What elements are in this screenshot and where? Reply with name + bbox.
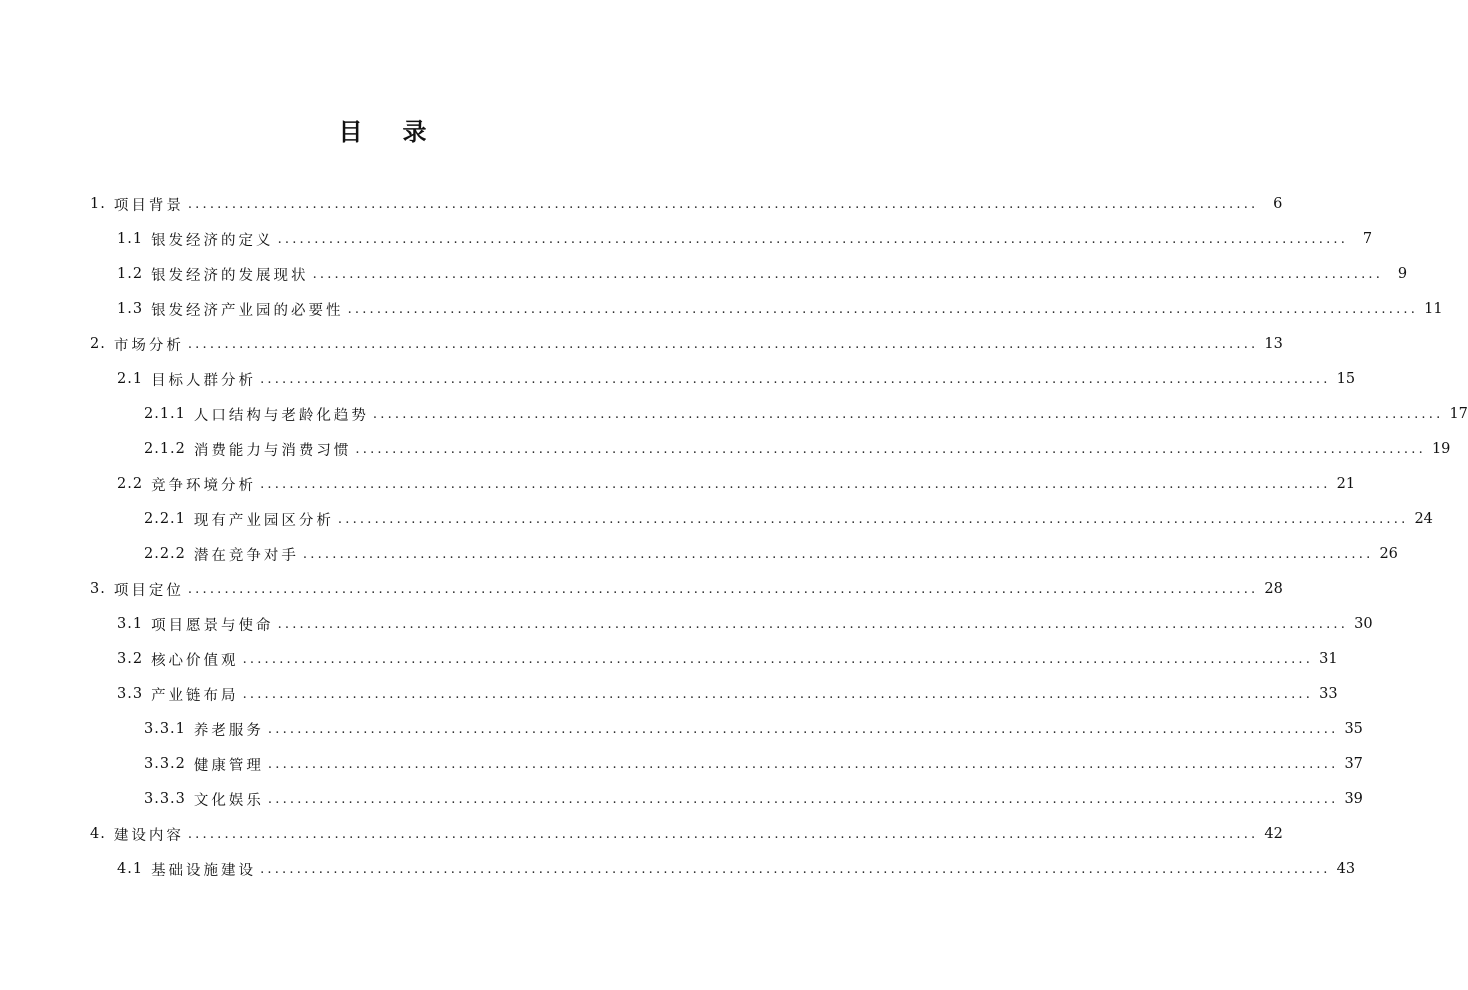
toc-page-number: 33 [1319, 686, 1338, 702]
toc-entry-number: 3.3.2 [144, 756, 186, 772]
toc-entry-number: 2.2 [117, 476, 144, 492]
toc-page-number: 37 [1344, 756, 1363, 772]
toc-entry-number: 1.3 [117, 301, 144, 317]
toc-entry-number: 2. [90, 336, 106, 352]
toc-entry-title: 银发经济产业园的必要性 [151, 302, 344, 319]
toc-dot-leader: .................................................................................................................................................. [187, 196, 1259, 212]
toc-page-number: 9 [1397, 266, 1408, 282]
toc-page-number: 39 [1344, 791, 1363, 807]
toc-dot-leader: .................................................................................................................................................. [347, 301, 1419, 317]
toc-entry[interactable] [117, 294, 1443, 324]
toc-entry-title: 现有产业园区分析 [193, 512, 334, 529]
toc-dot-leader: .................................................................................................................................................. [302, 546, 1374, 562]
toc-dot-leader: .................................................................................................................................................. [267, 721, 1339, 737]
toc-entry-title: 银发经济的发展现状 [151, 267, 309, 284]
toc-page-number: 42 [1264, 826, 1283, 842]
toc-dot-leader: .................................................................................................................................................. [260, 476, 1331, 492]
toc-page-number: 31 [1319, 651, 1338, 667]
toc-page-number: 11 [1424, 301, 1443, 317]
toc-dot-leader: .................................................................................................................................................. [242, 686, 1314, 702]
toc-entry-title: 银发经济的定义 [151, 232, 274, 249]
toc-entry-number: 3.3 [117, 686, 144, 702]
toc-page-number: 6 [1273, 196, 1283, 212]
toc-dot-leader: .................................................................................................................................................. [187, 336, 1259, 352]
toc-dot-leader: .................................................................................................................................................. [355, 441, 1426, 457]
toc-entry-number: 4.1 [117, 861, 144, 877]
toc-dot-leader: .................................................................................................................................................. [187, 826, 1259, 842]
toc-entry[interactable] [90, 329, 1283, 359]
toc-entry-number: 1.1 [117, 231, 144, 247]
toc-dot-leader: .................................................................................................................................................. [260, 861, 1331, 877]
toc-dot-leader: .................................................................................................................................................. [277, 231, 1349, 247]
toc-entry[interactable] [117, 224, 1373, 254]
toc-entry[interactable] [117, 469, 1356, 499]
toc-entry[interactable] [144, 784, 1363, 814]
toc-entry-number: 2.2.2 [144, 546, 186, 562]
toc-entry-title: 目标人群分析 [151, 372, 257, 389]
toc-entry-number: 2.1 [117, 371, 144, 387]
toc-entry[interactable] [144, 504, 1433, 534]
toc-entry-number: 3.2 [117, 651, 144, 667]
toc-entry-number: 1. [90, 196, 106, 212]
toc-entry-title: 消费能力与消费习惯 [193, 442, 352, 459]
toc-entry[interactable] [90, 574, 1283, 604]
toc-entry-title: 产业链布局 [151, 687, 239, 704]
toc-dot-leader: .................................................................................................................................................. [242, 651, 1314, 667]
toc-page-number: 30 [1354, 616, 1373, 632]
toc-page-number: 35 [1344, 721, 1363, 737]
toc-entry-title: 项目愿景与使命 [151, 617, 274, 634]
toc-entry[interactable] [117, 679, 1338, 709]
toc-entry-title: 竞争环境分析 [151, 477, 257, 494]
toc-entry[interactable] [117, 609, 1373, 639]
toc-dot-leader: .................................................................................................................................................. [187, 581, 1259, 597]
toc-entry-number: 4. [90, 826, 106, 842]
toc-entry-title: 潜在竞争对手 [193, 547, 299, 564]
toc-entry-title: 养老服务 [193, 722, 264, 739]
toc-entry[interactable] [144, 714, 1363, 744]
toc-entry[interactable] [117, 259, 1408, 289]
toc-entry-number: 1.2 [117, 266, 144, 282]
toc-page-number: 7 [1362, 231, 1373, 247]
toc-entry[interactable] [144, 749, 1363, 779]
toc-entry-title: 建设内容 [113, 827, 184, 844]
toc-dot-leader: .................................................................................................................................................. [267, 791, 1339, 807]
toc-page-number: 28 [1264, 581, 1283, 597]
toc-entry-title: 健康管理 [193, 757, 264, 774]
toc-entry-title: 核心价值观 [151, 652, 239, 669]
toc-entry[interactable] [90, 819, 1283, 849]
toc-page-number: 21 [1336, 476, 1356, 492]
toc-dot-leader: .................................................................................................................................................. [337, 511, 1409, 527]
toc-entry-title: 人口结构与老龄化趋势 [193, 407, 369, 424]
toc-entry[interactable] [117, 854, 1356, 884]
toc-entry-number: 3.3.3 [144, 791, 186, 807]
toc-entry-number: 3. [90, 581, 106, 597]
toc-entry-title: 基础设施建设 [151, 862, 257, 879]
toc-dot-leader: .................................................................................................................................................. [267, 756, 1339, 772]
toc-entry-number: 2.1.2 [144, 441, 186, 457]
toc-entry-number: 2.2.1 [144, 511, 186, 527]
toc-entry-number: 3.3.1 [144, 721, 186, 737]
toc-entry-number: 2.1.1 [144, 406, 186, 422]
toc-entry-number: 3.1 [117, 616, 144, 632]
toc-dot-leader: .................................................................................................................................................. [312, 266, 1384, 282]
toc-page-number: 24 [1414, 511, 1433, 527]
toc-dot-leader: .................................................................................................................................................. [372, 406, 1444, 422]
toc-dot-leader: .................................................................................................................................................. [260, 371, 1331, 387]
toc-page-number: 19 [1431, 441, 1451, 457]
toc-dot-leader: .................................................................................................................................................. [277, 616, 1349, 632]
toc-entry[interactable] [90, 189, 1283, 219]
toc-entry-title: 市场分析 [113, 337, 184, 354]
toc-entry[interactable] [144, 399, 1468, 429]
toc-page-number: 13 [1264, 336, 1283, 352]
page-title: 目录 [338, 118, 467, 146]
toc-entry[interactable] [144, 539, 1398, 569]
toc-page-number: 26 [1379, 546, 1398, 562]
toc-entry-title: 文化娱乐 [193, 792, 264, 809]
toc-page-number: 17 [1449, 406, 1468, 422]
toc-entry-title: 项目背景 [113, 197, 184, 214]
toc-entry[interactable] [144, 434, 1451, 464]
toc-page-number: 15 [1336, 371, 1356, 387]
toc-page-number: 43 [1336, 861, 1356, 877]
toc-entry[interactable] [117, 364, 1356, 394]
toc-entry-title: 项目定位 [113, 582, 184, 599]
toc-entry[interactable] [117, 644, 1338, 674]
